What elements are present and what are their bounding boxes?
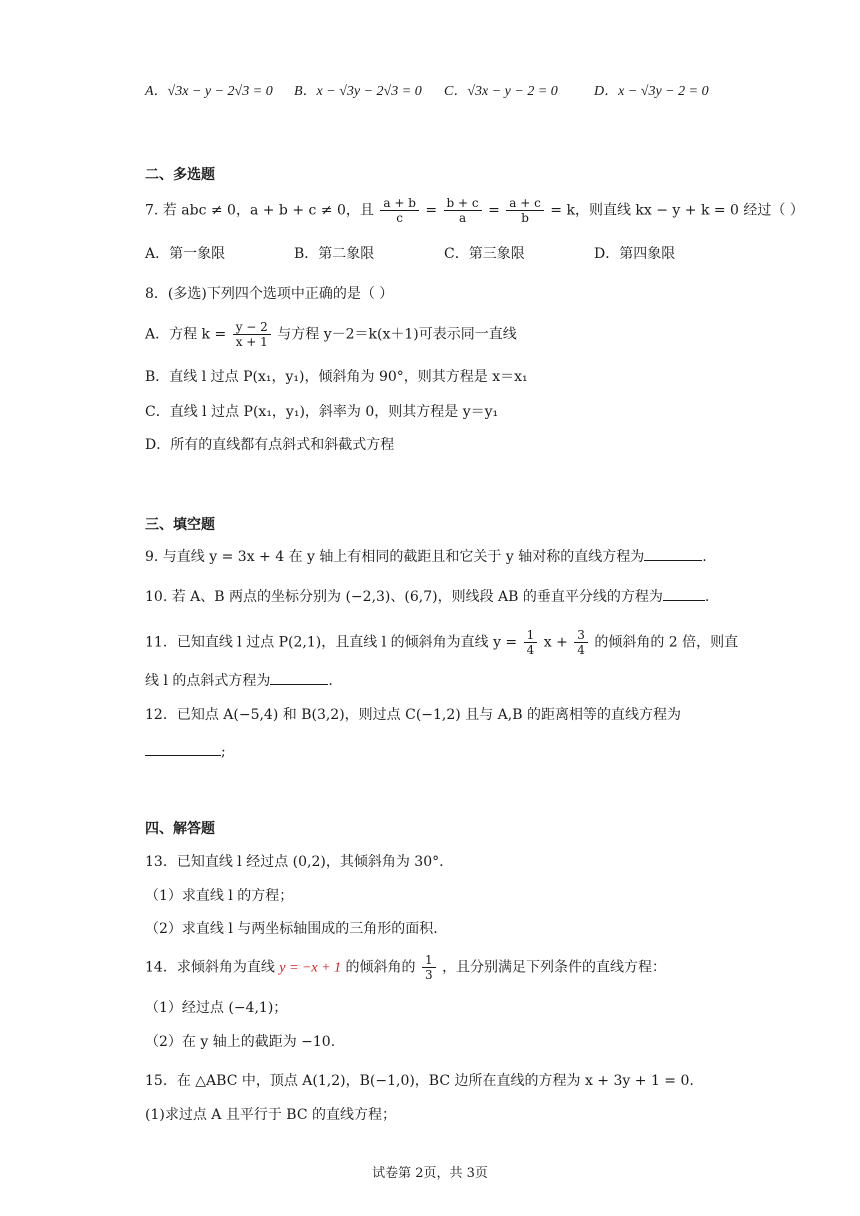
question-13-part-1: （1）求直线 l 的方程； [145, 888, 294, 904]
question-7-stem: 7. 若 abc ≠ 0，a + b + c ≠ 0，且 $\frac{a + b}{c}$ = $\frac{b + c}{a}$ = $\frac{a + c}{b}$ = k，则直线 kx − y + k = 0 经过（ ） [145, 196, 804, 225]
answer-blank [270, 672, 328, 685]
question-13-part-2: （2）求直线 l 与两坐标轴围成的三角形的面积. [145, 921, 438, 937]
question-15-stem: 15．在 △ABC 中，顶点 A(1,2)，B(−1,0)，BC 边所在直线的方程为 x + 3y + 1 = 0. [145, 1073, 694, 1089]
question-11: 11．已知直线 l 过点 P(2,1)，且直线 l 的倾斜角为直线 y = $\frac{1}{4}$ x + $\frac{3}{4}$ 的倾斜角的 2 倍，则直 [145, 628, 739, 657]
section-title-multiple-choice: 二、多选题 [145, 167, 215, 183]
q7-fraction-3: $\frac{a + c}{b}$ [506, 196, 544, 225]
q11-fraction-2: $\frac{3}{4}$ [574, 628, 588, 657]
q7-option-d: D．第四象限 [594, 246, 676, 262]
q8-option-d: D．所有的直线都有点斜式和斜截式方程 [145, 437, 395, 453]
q7-suffix: = k，则直线 kx − y + k = 0 经过（ ） [550, 202, 804, 219]
q7-option-c: C．第三象限 [444, 246, 525, 262]
page-footer: 试卷第 2页，共 3页 [372, 1166, 488, 1181]
question-14-part-2: （2）在 y 轴上的截距为 −10. [145, 1034, 336, 1050]
q8-fraction: $\frac{y - 2}{x + 1}$ [233, 320, 271, 349]
question-15-part-1: (1)求过点 A 且平行于 BC 的直线方程； [145, 1107, 397, 1123]
q6-option-c: C．√3x − y − 2 = 0 [444, 84, 558, 99]
q6-option-d: D．x − √3y − 2 = 0 [594, 84, 709, 99]
section-title-fill-in: 三、填空题 [145, 517, 215, 533]
q11-fraction-1: $\frac{1}{4}$ [524, 628, 538, 657]
answer-blank [663, 588, 705, 601]
answer-blank [145, 743, 221, 756]
question-13-stem: 13．已知直线 l 经过点 (0,2)，其倾斜角为 30°. [145, 854, 444, 870]
q7-prefix: 7. 若 abc ≠ 0，a + b + c ≠ 0，且 [145, 202, 374, 219]
q6-option-a: A．√3x − y − 2√3 = 0 [145, 84, 273, 99]
q6-option-b: B．x − √3y − 2√3 = 0 [294, 84, 422, 99]
q8-option-b: B．直线 l 过点 P(x₁，y₁)，倾斜角为 90°，则其方程是 x＝x₁ [145, 369, 528, 385]
q7-option-b: B．第二象限 [294, 246, 375, 262]
q7-option-a: A．第一象限 [145, 246, 226, 262]
question-10: 10. 若 A、B 两点的坐标分别为 (−2,3)、(6,7)，则线段 AB 的垂直平分线的方程为 . [145, 589, 710, 605]
question-12-answer-line: ; [145, 743, 226, 760]
question-14-stem: 14．求倾斜角为直线 y = −x + 1 的倾斜角的 $\frac{1}{3}$ ，且分别满足下列条件的直线方程： [145, 953, 667, 982]
q7-fraction-1: $\frac{a + b}{c}$ [380, 196, 419, 225]
q7-fraction-2: $\frac{b + c}{a}$ [444, 196, 482, 225]
question-11-line-2: 线 l 的点斜式方程为 . [145, 673, 333, 689]
q8-option-c: C．直线 l 过点 P(x₁，y₁)，斜率为 0，则其方程是 y＝y₁ [145, 404, 499, 420]
question-14-part-1: （1）经过点 (−4,1)； [145, 1000, 288, 1016]
q8-option-a: A．方程 k = $\frac{y - 2}{x + 1}$ 与方程 y－2＝k(x＋1)可表示同一直线 [145, 320, 517, 349]
answer-blank [644, 548, 702, 561]
q14-red-equation: y = −x + 1 [279, 960, 342, 976]
question-9: 9. 与直线 y = 3x + 4 在 y 轴上有相同的截距且和它关于 y 轴对称的直线方程为 . [145, 549, 707, 565]
section-title-answer: 四、解答题 [145, 821, 215, 837]
q14-fraction: $\frac{1}{3}$ [422, 953, 436, 982]
question-8-stem: 8．(多选)下列四个选项中正确的是（ ） [145, 286, 394, 302]
question-12: 12．已知点 A(−5,4) 和 B(3,2)，则过点 C(−1,2) 且与 A,B 的距离相等的直线方程为 [145, 707, 681, 723]
